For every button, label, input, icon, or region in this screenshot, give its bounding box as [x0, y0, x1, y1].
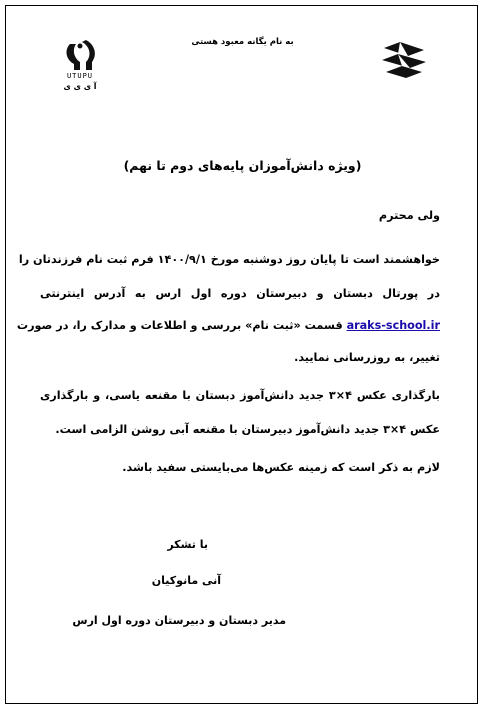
school-logo-icon [60, 40, 100, 72]
paragraph1-line3-text: قسمت «ثبت نام» بررسی و اطلاعات و مدارک را، در صورت [16, 319, 343, 332]
logo-subtext: آ ی ی ی [63, 82, 97, 91]
ministry-logo-icon [378, 40, 430, 80]
paragraph1-line2: در پورتال دبستان و دبیرستان دوره اول ارس به آدرس اینترنتی [40, 287, 440, 300]
paragraph2-line1: بارگذاری عکس ۴×۳ جدید دانش‌آموز دبستان با مقنعه یاسی، و بارگذاری [40, 389, 441, 402]
ministry-logo [378, 40, 430, 80]
logo-latin-text: UTUPU [66, 72, 94, 80]
signature-role: مدیر دبستان و دبیرستان دوره اول ارس [72, 614, 286, 627]
paragraph1-line4: تغییر، به روزرسانی نمایید. [294, 351, 440, 364]
paragraph2-line2: عکس ۴×۳ جدید دانش‌آموز دبیرستان با مقنعه آبی روشن الزامی است. [55, 423, 440, 436]
signature-name: آنی مانوکیان [151, 574, 221, 587]
paragraph3: لازم به ذکر است که زمینه عکس‌ها می‌بایستی سفید باشد. [122, 461, 440, 474]
salutation: ولی محترم [378, 209, 440, 222]
school-logo [60, 40, 100, 96]
paragraph1-line3 [16, 319, 440, 332]
school-website-link[interactable]: araks-school.ir [346, 319, 440, 332]
page-title: (ویژه دانش‌آموزان پایه‌های دوم تا نهم) [123, 158, 362, 173]
bismillah-header: به نام یگانه معبود هستی [191, 37, 294, 47]
signature-thanks: با تشکر [167, 538, 208, 551]
paragraph1-line1: خواهشمند است تا پایان روز دوشنبه مورخ ۱۴۰۰/۹/۱ فرم ثبت نام فرزندتان را [18, 253, 440, 266]
